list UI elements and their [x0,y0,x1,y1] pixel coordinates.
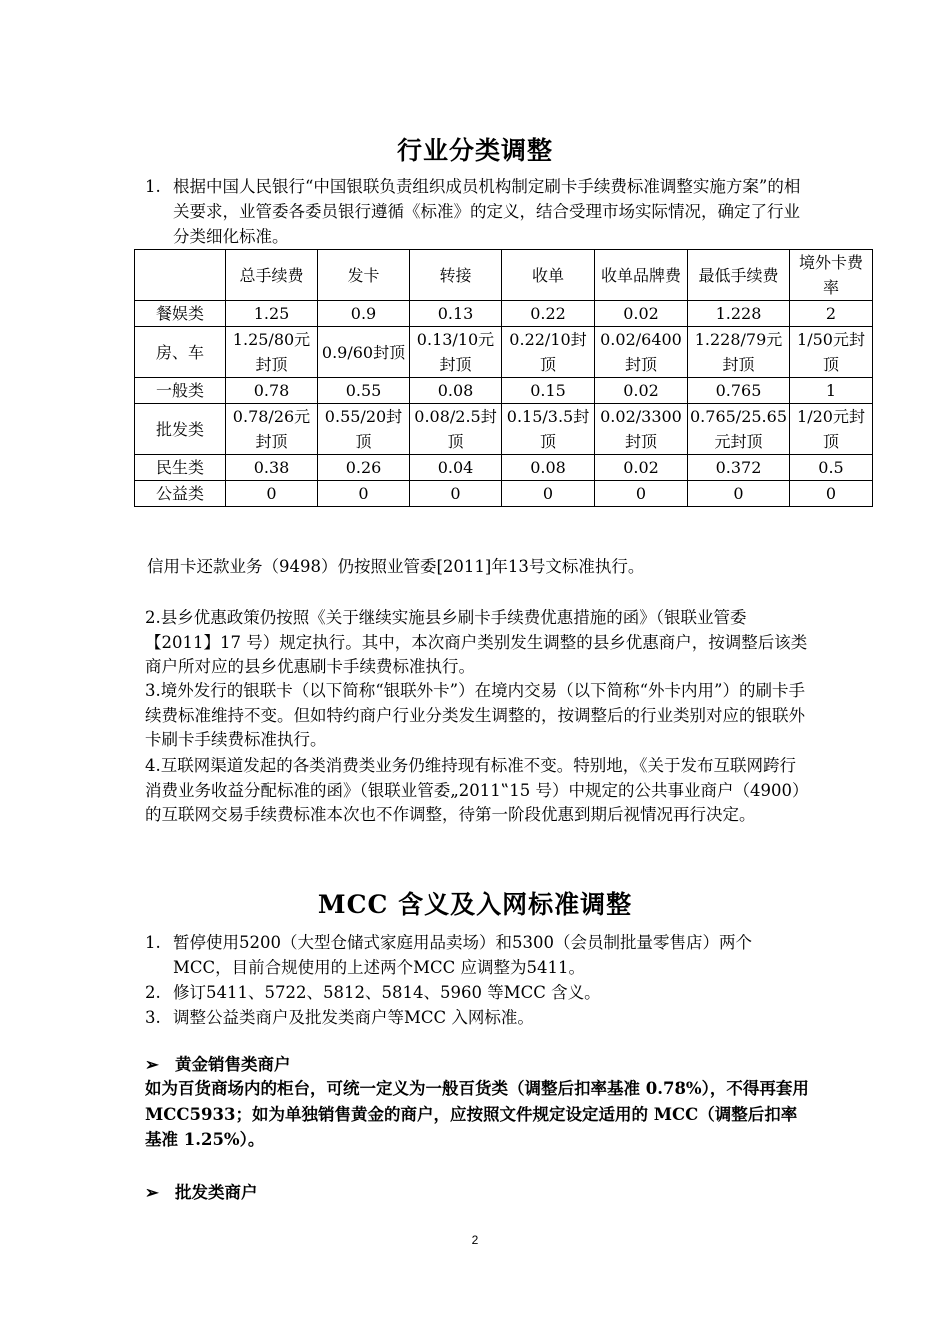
table-cell: 0.15 [502,378,595,404]
list-number: 1. [145,933,161,952]
page-number: 2 [471,1233,479,1247]
header-cell: 最低手续费 [688,250,790,301]
table-row [135,378,873,404]
paragraph-foreign-card: 3.境外发行的银联卡（以下简称“银联外卡”）在境内交易（以下简称“外卡内用”）的刷卡手续费标准维持不变。但如特约商户行业分类发生调整的，按调整后的行业类别对应的银联外卡刷卡手续费标准执行。 [145,681,805,749]
fee-table [134,249,873,507]
header-cell: 转接 [410,250,502,301]
table-cell: 1/20元封顶 [790,404,873,455]
table-cell: 0.02/3300封顶 [595,404,688,455]
header-cell: 发卡 [318,250,410,301]
table-cell: 0.38 [226,455,318,481]
header-cell: 境外卡费率 [790,250,873,301]
table-cell: 0.22 [502,301,595,327]
table-cell: 0 [410,481,502,507]
header-cell [135,250,226,301]
table-cell: 房、车 [135,327,226,378]
table-cell: 1 [790,378,873,404]
table-cell: 公益类 [135,481,226,507]
list-number: 1. [145,177,161,196]
table-cell: 0.78/26元封顶 [226,404,318,455]
table-cell: 民生类 [135,455,226,481]
paragraph-county-discount: 2.县乡优惠政策仍按照《关于继续实施县乡刷卡手续费优惠措施的函》（银联业管委【2011】17 号）规定执行。其中，本次商户类别发生调整的县乡优惠商户，按调整后该类商户所对应的县乡优惠刷卡手续费标准执行。 [145,608,808,676]
table-cell: 0.02 [595,378,688,404]
mcc-list-item-3 [145,1005,810,1030]
list-number: 2. [145,983,161,1002]
paragraph-gold-merchants: 如为百货商场内的柜台，可统一定义为一般百货类（调整后扣率基准 0.78%），不得再套用 MCC5933；如为单独销售黄金的商户，应按照文件规定设定适用的 MCC（调整后扣率基准 1.25%）。 [145,1079,809,1149]
table-cell: 0.765 [688,378,790,404]
table-cell: 0 [595,481,688,507]
mcc-list-item-2 [145,980,810,1005]
list-item-1 [145,174,810,249]
table-cell: 1.25/80元封顶 [226,327,318,378]
table-cell: 0.02/6400封顶 [595,327,688,378]
table-cell: 1.25 [226,301,318,327]
table-cell: 0.26 [318,455,410,481]
table-cell: 0.372 [688,455,790,481]
table-cell: 1.228 [688,301,790,327]
bullet-wholesale-merchants [145,1179,258,1203]
table-cell: 0.78 [226,378,318,404]
table-cell: 一般类 [135,378,226,404]
table-row [135,327,873,378]
table-cell: 0 [688,481,790,507]
table-cell: 0.13 [410,301,502,327]
table-cell: 0.08/2.5封顶 [410,404,502,455]
table-cell: 0 [318,481,410,507]
table-cell: 0.02 [595,301,688,327]
table-cell: 0 [226,481,318,507]
table-header-row [135,250,873,301]
paragraph-internet-channel: 4.互联网渠道发起的各类消费类业务仍维持现有标准不变。特别地，《关于发布互联网跨行消费业务收益分配标准的函》（银联业管委„2011‟15 号）中规定的公共事业商户（4900）的互联网交易手续费标准本次也不作调整，待第一阶段优惠到期后视情况再行决定。 [145,756,809,824]
table-cell: 0.08 [410,378,502,404]
table-cell: 0.9/60封顶 [318,327,410,378]
list-item-text: 根据中国人民银行“中国银联负责组织成员机构制定刷卡手续费标准调整实施方案”的相关要求，业管委各委员银行遵循《标准》的定义，结合受理市场实际情况，确定了行业分类细化标准。 [173,177,801,246]
table-cell: 0.22/10封顶 [502,327,595,378]
table-cell: 0.04 [410,455,502,481]
bullet-label: 批发类商户 [175,1183,258,1202]
table-row [135,481,873,507]
list-number: 3. [145,1008,161,1027]
table-cell: 0 [502,481,595,507]
table-cell: 0.02 [595,455,688,481]
table-row [135,404,873,455]
list-item-text: 暂停使用5200（大型仓储式家庭用品卖场）和5300（会员制批量零售店）两个MCC，目前合规使用的上述两个MCC 应调整为5411。 [173,933,752,977]
section-title-mcc: MCC 含义及入网标准调整 [317,890,633,919]
list-item-text: 调整公益类商户及批发类商户等MCC 入网标准。 [173,1008,534,1027]
table-cell: 0.5 [790,455,873,481]
table-note: 信用卡还款业务（9498）仍按照业管委[2011]年13号文标准执行。 [147,557,645,576]
table-row [135,301,873,327]
table-cell: 0.9 [318,301,410,327]
table-cell: 批发类 [135,404,226,455]
table-cell: 0 [790,481,873,507]
header-cell: 收单 [502,250,595,301]
table-cell: 0.15/3.5封顶 [502,404,595,455]
bullet-gold-merchants [145,1051,291,1075]
table-row [135,455,873,481]
table-cell: 0.13/10元封顶 [410,327,502,378]
arrow-bullet-icon: ➢ [145,1055,159,1074]
section-title-industry: 行业分类调整 [396,136,553,165]
table-cell: 0.08 [502,455,595,481]
table-cell: 2 [790,301,873,327]
arrow-bullet-icon: ➢ [145,1183,159,1202]
bullet-label: 黄金销售类商户 [175,1055,291,1074]
list-item-text: 修订5411、5722、5812、5814、5960 等MCC 含义。 [173,983,601,1002]
table-cell: 0.765/25.65元封顶 [688,404,790,455]
mcc-list-item-1 [145,930,810,980]
header-cell: 收单品牌费 [595,250,688,301]
table-cell: 1/50元封顶 [790,327,873,378]
table-cell: 0.55/20封顶 [318,404,410,455]
table-cell: 餐娱类 [135,301,226,327]
table-cell: 1.228/79元封顶 [688,327,790,378]
table-cell: 0.55 [318,378,410,404]
header-cell: 总手续费 [226,250,318,301]
